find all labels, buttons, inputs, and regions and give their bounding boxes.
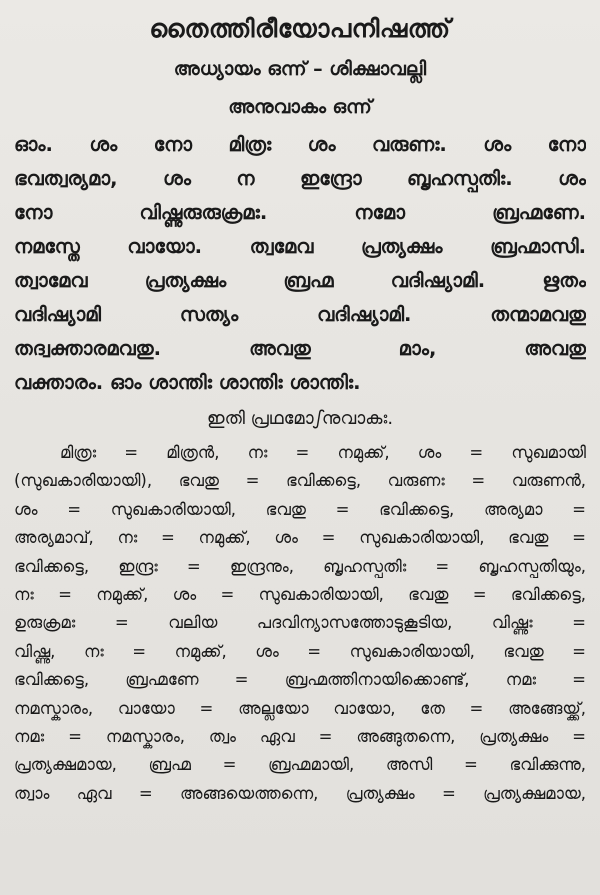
verse-line: വദിഷ്യാമി സത്യം വദിഷ്യാമി. തന്മാമവതു xyxy=(14,303,586,326)
gloss-line: ഭവിക്കട്ടെ, ബ്രഹ്മണേ = ബ്രഹ്മത്തിനായിക്കൊണ്ട്, നമഃ = xyxy=(14,670,586,690)
gloss-line: ത്വാം ഏവ = അങ്ങയെത്തന്നെ, പ്രത്യക്ഷം = പ്രത്യക്ഷമായ, xyxy=(14,783,586,803)
verse-line: നമസ്തേ വായോ. ത്വമേവ പ്രത്യക്ഷം ബ്രഹ്മാസി. xyxy=(14,235,586,258)
colophon: ഇതി പ്രഥമോഽനുവാകഃ. xyxy=(206,408,394,429)
gloss-line: ഉരുക്രമഃ = വലിയ പദവിന്യാസത്തോടുകൂടിയ, വിഷ്ണുഃ = xyxy=(14,613,586,633)
gloss-line: വിഷ്ണു, നഃ = നമുക്ക്, ശം = സുഖകാരിയായി, ഭവതു = xyxy=(14,641,586,661)
chapter-heading: അധ്യായം ഒന്ന് – ശിക്ഷാവല്ലി xyxy=(173,58,427,80)
gloss-line: ശം = സുഖകാരിയായി, ഭവതു = ഭവിക്കട്ടെ, അര്യമാ = xyxy=(14,499,586,519)
section-heading: അനുവാകം ഒന്ന് xyxy=(228,96,372,118)
word-meaning-block xyxy=(14,439,586,808)
gloss-line: നമഃ = നമസ്കാരം, ത്വം ഏവ = അങ്ങുതന്നെ, പ്രത്യക്ഷം = xyxy=(14,727,586,747)
gloss-line: നമസ്കാരം, വായോ = അല്ലയോ വായോ, തേ = അങ്ങേയ്ക്ക്, xyxy=(14,698,586,718)
verse-line: തദ്വക്താരമവതു. അവതു മാം, അവതു xyxy=(14,337,586,360)
verse-line: ത്വാമേവ പ്രത്യക്ഷം ബ്രഹ്മ വദിഷ്യാമി. ഋതം xyxy=(14,269,586,292)
verse-line: വക്താരം. ഓം ശാന്തിഃ ശാന്തിഃ ശാന്തിഃ. xyxy=(14,371,361,394)
verse-line: ഭവത്വര്യമാ, ശം ന ഇന്ദ്രോ ബൃഹസ്പതിഃ. ശം xyxy=(14,167,586,190)
verse-line: നോ വിഷ്ണുരുരുക്രമഃ. നമോ ബ്രഹ്മണേ. xyxy=(14,201,586,224)
page-title: തൈത്തിരീയോപനിഷത്ത് xyxy=(149,14,451,43)
gloss-line: ഭവിക്കട്ടെ, ഇന്ദ്രഃ = ഇന്ദ്രനും, ബൃഹസ്പതിഃ = ബൃഹസ്പതിയും, xyxy=(14,556,586,576)
gloss-line: പ്രത്യക്ഷമായ, ബ്രഹ്മ = ബ്രഹ്മമായി, അസി = ഭവിക്കുന്നു, xyxy=(14,755,586,775)
verse-block xyxy=(14,128,586,400)
gloss-line: (സുഖകാരിയായി), ഭവതു = ഭവിക്കട്ടെ, വരുണഃ = വരുണൻ, xyxy=(14,471,586,491)
gloss-line: മിത്രഃ = മിത്രൻ, നഃ = നമുക്ക്, ശം = സുഖമായി xyxy=(60,443,586,462)
gloss-line: അര്യമാവ്, നഃ = നമുക്ക്, ശം = സുഖകാരിയായി, ഭവതു = xyxy=(14,528,586,548)
verse-line: ഓം. ശം നോ മിത്രഃ ശം വരുണഃ. ശം നോ xyxy=(14,133,586,156)
gloss-line: നഃ = നമുക്ക്, ശം = സുഖകാരിയായി, ഭവതു = ഭവിക്കട്ടെ, xyxy=(14,585,586,605)
